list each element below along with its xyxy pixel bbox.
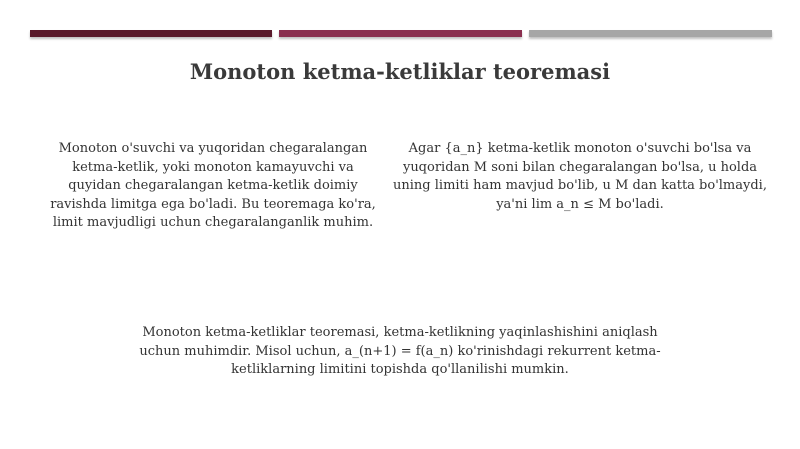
paragraph-bottom: Monoton ketma-ketliklar teoremasi, ketma-ketlikning yaqinlashishini aniqlash uchun muhimdir. Misol uchun, a_(n+1) = f(a_n) ko'rinishdagi rekurrent ketma-ketliklarning limitini topishda qo'llanilishi mumkin. xyxy=(139,325,661,377)
accent-bar-right xyxy=(529,30,772,37)
accent-bar-middle xyxy=(279,30,522,37)
accent-bar-left xyxy=(30,30,272,37)
slide-title: Monoton ketma-ketliklar teoremasi xyxy=(189,59,611,84)
paragraph-right: Agar {a_n} ketma-ketlik monoton o'suvchi bo'lsa va yuqoridan M soni bilan chegaralangan bo'lsa, u holda uning limiti ham mavjud bo'lib, u M dan katta bo'lmaydi, ya'ni lim a_n ≤ M bo'ladi. xyxy=(393,141,767,212)
paragraph-left: Monoton o'suvchi va yuqoridan chegaralangan ketma-ketlik, yoki monoton kamayuvchi va quyidan chegaralangan ketma-ketlik doimiy ravishda limitga ega bo'ladi. Bu teoremaga ko'ra, limit mavjudligi uchun chegaralanganlik muhim. xyxy=(50,141,376,230)
